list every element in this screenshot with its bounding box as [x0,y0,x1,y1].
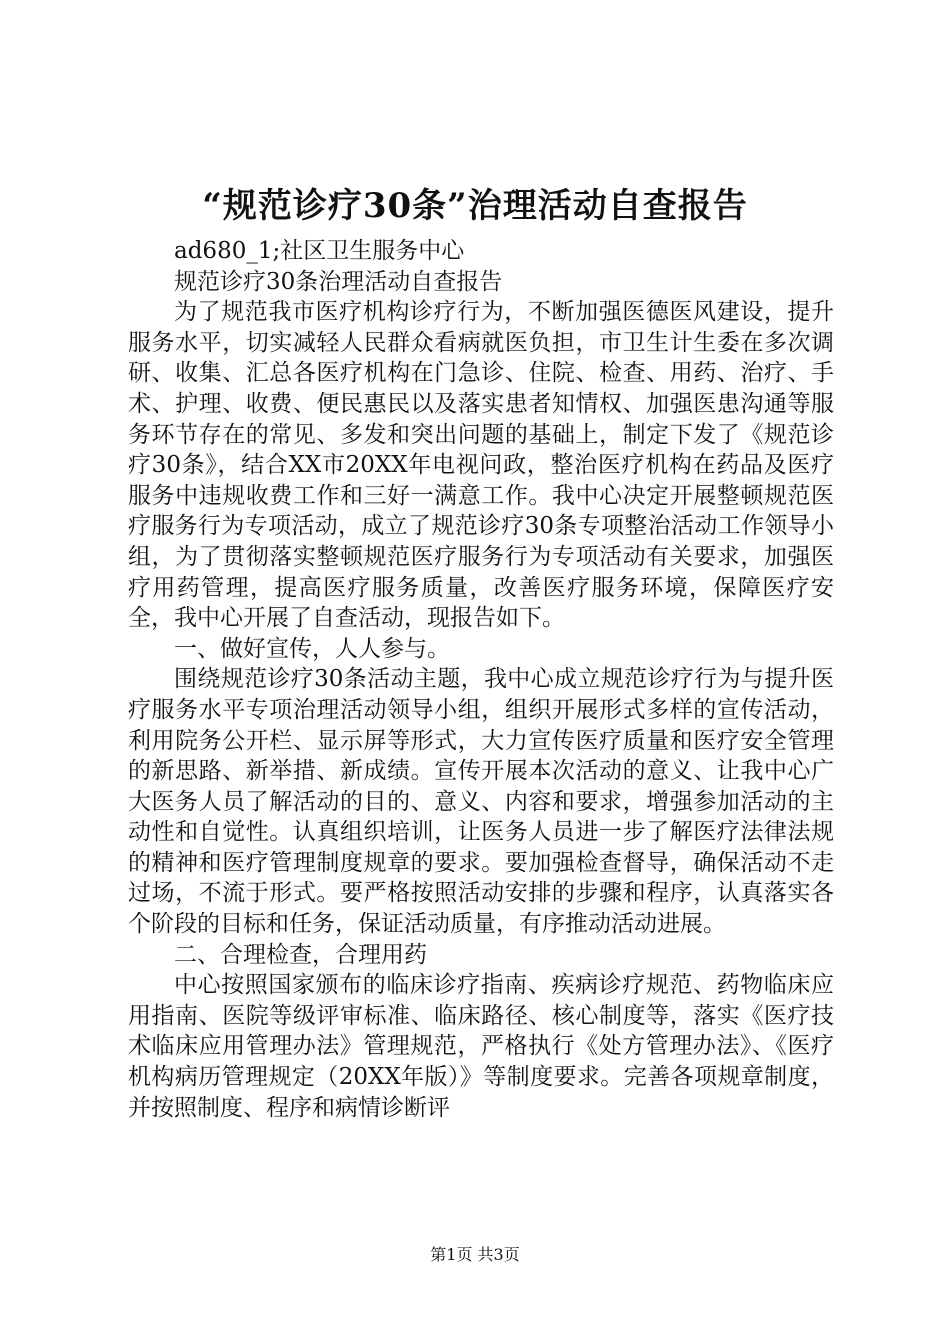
page-footer: 第1页 共3页 [430,1245,520,1264]
document-body [128,236,834,1123]
paragraph-section-1: 围绕规范诊疗30条活动主题，我中心成立规范诊疗行为与提升医疗服务水平专项治理活动领导小组，组织开展形式多样的宣传活动，利用院务公开栏、显示屏等形式，大力宣传医疗质量和医疗安全管理的新思路、新举措、新成绩。宣传开展本次活动的意义、让我中心广大医务人员了解活动的目的、意义、内容和要求，增强参加活动的主动性和自觉性。认真组织培训，让医务人员进一步了解医疗法律法规的精神和医疗管理制度规章的要求。要加强检查督导，确保活动不走过场，不流于形式。要严格按照活动安排的步骤和程序，认真落实各个阶段的目标和任务，保证活动质量，有序推动活动进展。 [128,666,834,938]
paragraph-section-2: 中心按照国家颁布的临床诊疗指南、疾病诊疗规范、药物临床应用指南、医院等级评审标准、临床路径、核心制度等，落实《医疗技术临床应用管理办法》管理规范，严格执行《处方管理办法》、《医疗机构病历管理规定（20XX年版）》等制度要求。完善各项规章制度，并按照制度、程序和病情诊断评 [128,972,834,1121]
paragraph-subtitle: 规范诊疗30条治理活动自查报告 [174,268,503,295]
paragraph-intro: 为了规范我市医疗机构诊疗行为，不断加强医德医风建设，提升服务水平，切实减轻人民群众看病就医负担，市卫生计生委在多次调研、收集、汇总各医疗机构在门急诊、住院、检查、用药、治疗、手术、护理、收费、便民惠民以及落实患者知情权、加强医患沟通等服务环节存在的常见、多发和突出问题的基础上，制定下发了《规范诊疗30条》，结合XX市20XX年电视问政，整治医疗机构在药品及医疗服务中违规收费工作和三好一满意工作。我中心决定开展整顿规范医疗服务行为专项活动，成立了规范诊疗30条专项整治活动工作领导小组，为了贯彻落实整顿规范医疗服务行为专项活动有关要求，加强医疗用药管理，提高医疗服务质量，改善医疗服务环境，保障医疗安全，我中心开展了自查活动，现报告如下。 [128,299,834,632]
section-heading-2: 二、合理检查，合理用药 [174,941,427,968]
section-heading-1: 一、做好宣传，人人参与。 [174,635,450,662]
paragraph-recipient: ad680_1;社区卫生服务中心 [174,238,465,264]
document-title: “规范诊疗30条”治理活动自查报告 [202,186,748,226]
